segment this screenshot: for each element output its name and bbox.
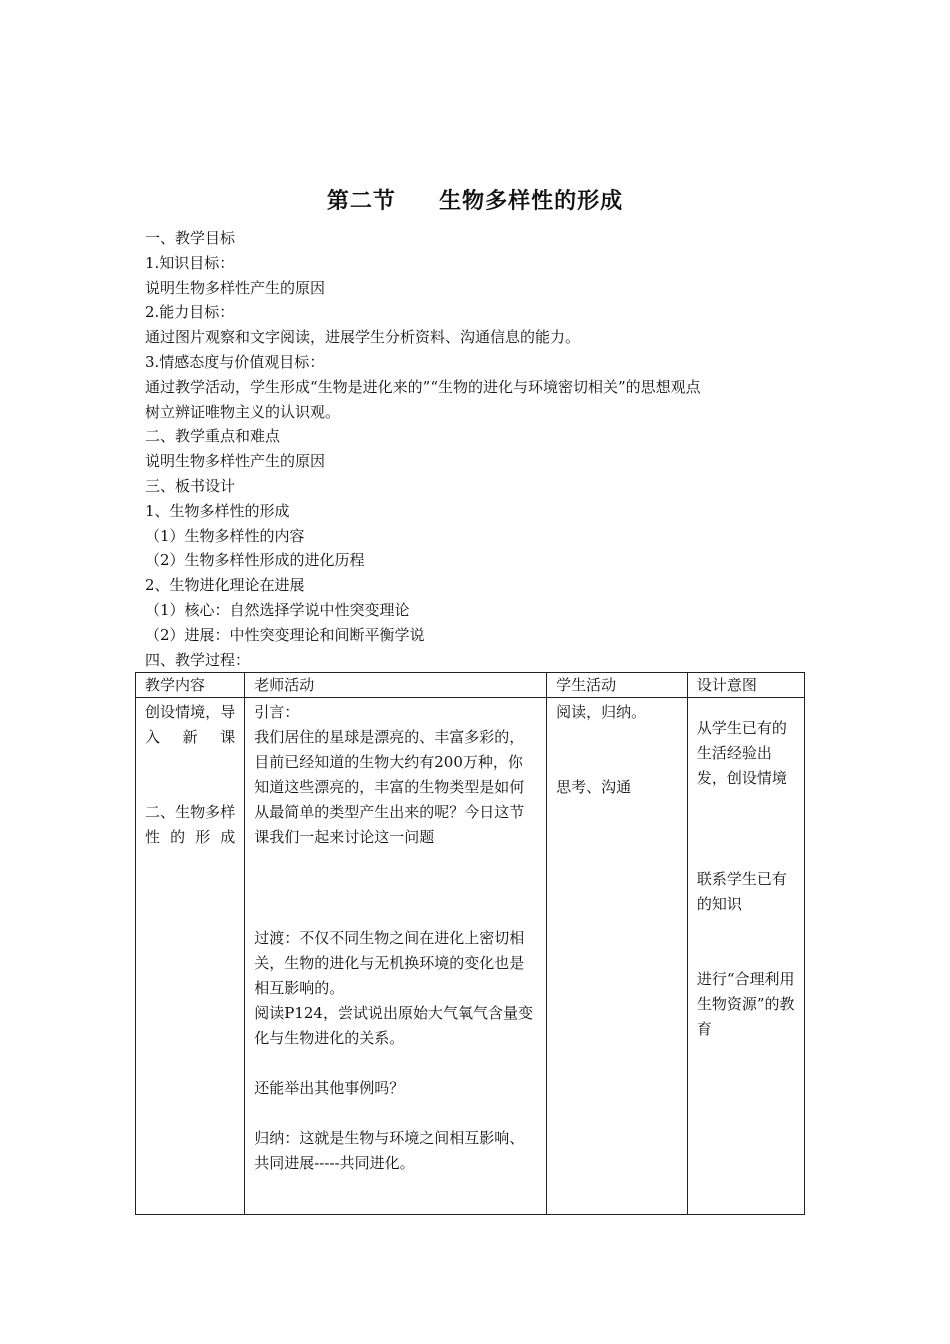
student-activity-1: 阅读，归纳。 xyxy=(556,703,647,721)
table-header-cell: 学生活动 xyxy=(547,673,688,698)
content-cell xyxy=(136,698,245,1215)
key-point-text: 说明生物多样性产生的原因 xyxy=(145,452,326,471)
section-heading: 三、板书设计 xyxy=(145,476,236,495)
spacer xyxy=(697,700,795,716)
spacer xyxy=(556,725,678,775)
emotion-goal-text: 通过教学活动，学生形成“生物是进化来的”“生物的进化与环境密切相关”的思想观点 xyxy=(145,377,701,396)
knowledge-goal-text: 说明生物多样性产生的原因 xyxy=(145,278,326,297)
board-subitem: （1）核心：自然选择学说中性突变理论 xyxy=(145,600,410,619)
design-intent-3: 进行“合理利用生物资源”的教育 xyxy=(696,970,795,1038)
spacer xyxy=(254,850,537,926)
spacer xyxy=(254,1101,537,1126)
document-body xyxy=(145,226,815,672)
table-header-row xyxy=(136,673,805,698)
emotion-goal-label: 3.情感态度与价值观目标： xyxy=(145,352,325,371)
board-subitem: （1）生物多样性的内容 xyxy=(145,526,305,545)
table-header-cell: 老师活动 xyxy=(245,673,547,698)
spacer xyxy=(145,750,235,800)
teaching-process-table xyxy=(135,672,805,1215)
content-part-1: 创设情境，导入新课 xyxy=(145,703,236,746)
intent-cell xyxy=(687,698,804,1215)
spacer xyxy=(697,791,795,867)
table-header-cell: 设计意图 xyxy=(687,673,804,698)
teacher-intro-text: 我们居住的星球是漂亮的、丰富多彩的，目前已经知道的生物大约有200万种，你知道这些漂亮的，丰富的生物类型是如何从最简单的类型产生出来的呢？今日这节课我们一起来讨论这一问题 xyxy=(254,728,525,846)
board-subitem: （2）进展：中性突变理论和间断平衡学说 xyxy=(145,625,425,644)
board-item: 2、生物进化理论在进展 xyxy=(145,576,305,595)
teacher-summary: 归纳：这就是生物与环境之间相互影响、共同进展-----共同进化。 xyxy=(254,1129,525,1172)
student-activity-2: 思考、沟通 xyxy=(556,778,632,796)
table-header-cell: 教学内容 xyxy=(136,673,245,698)
board-item: 1、生物多样性的形成 xyxy=(145,501,290,520)
teacher-transition: 过渡：不仅不同生物之间在进化上密切相关，生物的进化与无机换环境的变化也是相互影响的。 xyxy=(254,929,525,997)
ability-goal-text: 通过图片观察和文字阅读，进展学生分析资料、沟通信息的能力。 xyxy=(145,328,581,347)
document-title: 第二节 生物多样性的形成 xyxy=(326,189,624,214)
table-row xyxy=(136,698,805,1215)
design-intent-2: 联系学生已有的知识 xyxy=(696,870,787,913)
teacher-cell xyxy=(245,698,547,1215)
section-heading: 四、教学过程： xyxy=(145,650,251,669)
emotion-goal-text-cont: 树立辨证唯物主义的认识观。 xyxy=(145,402,341,421)
ability-goal-label: 2.能力目标： xyxy=(145,303,235,322)
teacher-read-task: 阅读P124，尝试说出原始大气氧气含量变化与生物进化的关系。 xyxy=(254,1004,533,1047)
teacher-intro-label: 引言： xyxy=(254,703,300,721)
section-heading: 二、教学重点和难点 xyxy=(145,427,281,446)
content-part-2: 二、生物多样性的形成 xyxy=(145,803,236,846)
section-heading: 一、教学目标 xyxy=(145,229,236,247)
spacer xyxy=(254,1051,537,1076)
knowledge-goal-label: 1.知识目标： xyxy=(145,253,235,272)
spacer xyxy=(697,917,795,967)
design-intent-1: 从学生已有的生活经验出发，创设情境 xyxy=(696,719,787,787)
teacher-question: 还能举出其他事例吗？ xyxy=(254,1079,405,1097)
student-cell xyxy=(547,698,688,1215)
board-subitem: （2）生物多样性形成的进化历程 xyxy=(145,551,365,570)
